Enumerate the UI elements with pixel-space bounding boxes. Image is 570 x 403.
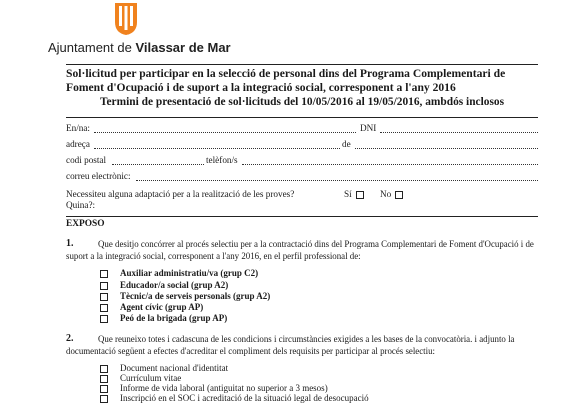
document-label: Currículum vitae (120, 373, 182, 383)
address-label: adreça (66, 139, 90, 149)
section-heading: EXPOSO (66, 219, 105, 229)
dni-label: DNI (360, 123, 377, 133)
profile-label: Agent cívic (grup AP) (120, 302, 204, 312)
municipal-shield-icon (112, 2, 140, 36)
profile-option-2[interactable] (100, 280, 228, 290)
yes-label: Sí (344, 189, 352, 199)
point-2-number: 2. (66, 333, 74, 344)
profile-checkbox[interactable] (100, 315, 108, 323)
point-1-text: Que desitjo concórrer al procés selectiu per a la contractació dins del Programa Complementari de Foment d'Ocupació i de suport a la integració social, corresponent a l'any 2016, en el perfil professional de: (66, 239, 534, 261)
profile-label: Peó de la brigada (grup AP) (120, 313, 228, 323)
document-checkbox[interactable] (100, 385, 108, 393)
form-title-box (66, 64, 538, 118)
profile-label: Educador/a social (grup A2) (120, 280, 229, 290)
document-option-1[interactable] (100, 363, 228, 373)
profile-option-4[interactable] (100, 302, 203, 312)
email-label: correu electrònic: (66, 171, 131, 181)
profile-option-5[interactable] (100, 313, 227, 323)
city-field[interactable] (355, 140, 538, 149)
document-checkbox[interactable] (100, 365, 108, 373)
organization-name (48, 40, 231, 55)
document-label: Informe de vida laboral (antiguitat no superior a 3 mesos) (120, 383, 328, 393)
profile-option-1[interactable] (100, 268, 258, 278)
de-label: de (342, 139, 351, 149)
profile-option-3[interactable] (100, 291, 270, 301)
document-label: Inscripció en el SOC i acreditació de la situació legal de desocupació (120, 393, 369, 403)
profile-checkbox[interactable] (100, 304, 108, 312)
yes-checkbox[interactable] (356, 191, 364, 199)
adaptation-which-label: Quina?: (66, 200, 96, 210)
section-divider (66, 216, 538, 217)
org-name: Vilassar de Mar (135, 40, 231, 55)
form-title: Sol·licitud per participar en la selecció de personal dins del Programa Complementari de Foment d'Ocupació i de suport a la integració social, corresponent a l'any 2016 (66, 67, 506, 94)
no-label: No (380, 189, 392, 199)
name-label: En/na: (66, 123, 90, 133)
adaptation-no[interactable] (380, 189, 403, 199)
postal-code-field[interactable] (112, 156, 204, 165)
name-field[interactable] (94, 124, 356, 133)
point-1-number: 1. (66, 238, 74, 249)
point-2-text: Que reuneixo totes i cadascuna de les condicions i circumstàncies exigides a les bases de la convocatòria. i adjunto la documentació següent a efectes d'acreditar el compliment dels requisits per participar al procés selectiu: (66, 334, 515, 356)
profile-checkbox[interactable] (100, 293, 108, 301)
phone-label: telèfon/s (206, 155, 238, 165)
profile-label: Auxiliar administratiu/va (grup C2) (120, 268, 259, 278)
profile-checkbox[interactable] (100, 282, 108, 290)
document-label: Document nacional d'identitat (120, 363, 229, 373)
phone-field[interactable] (242, 156, 538, 165)
profile-checkbox[interactable] (100, 270, 108, 278)
document-option-2[interactable] (100, 373, 181, 383)
email-field[interactable] (136, 172, 538, 181)
adaptation-question: Necessiteu alguna adaptació per a la realització de les proves? (66, 189, 295, 199)
document-option-4[interactable] (100, 393, 369, 403)
deadline-text: Termini de presentació de sol·licituds del 10/05/2016 al 19/05/2016, ambdós inclosos (99, 96, 505, 108)
postal-code-label: codi postal (66, 155, 107, 165)
profile-label: Tècnic/a de serveis personals (grup A2) (120, 291, 271, 301)
document-checkbox[interactable] (100, 395, 108, 403)
org-prefix: Ajuntament de (48, 40, 136, 55)
no-checkbox[interactable] (395, 191, 403, 199)
address-field[interactable] (94, 140, 340, 149)
document-option-3[interactable] (100, 383, 328, 393)
dni-field[interactable] (380, 124, 538, 133)
adaptation-yes[interactable] (344, 189, 364, 199)
document-checkbox[interactable] (100, 375, 108, 383)
